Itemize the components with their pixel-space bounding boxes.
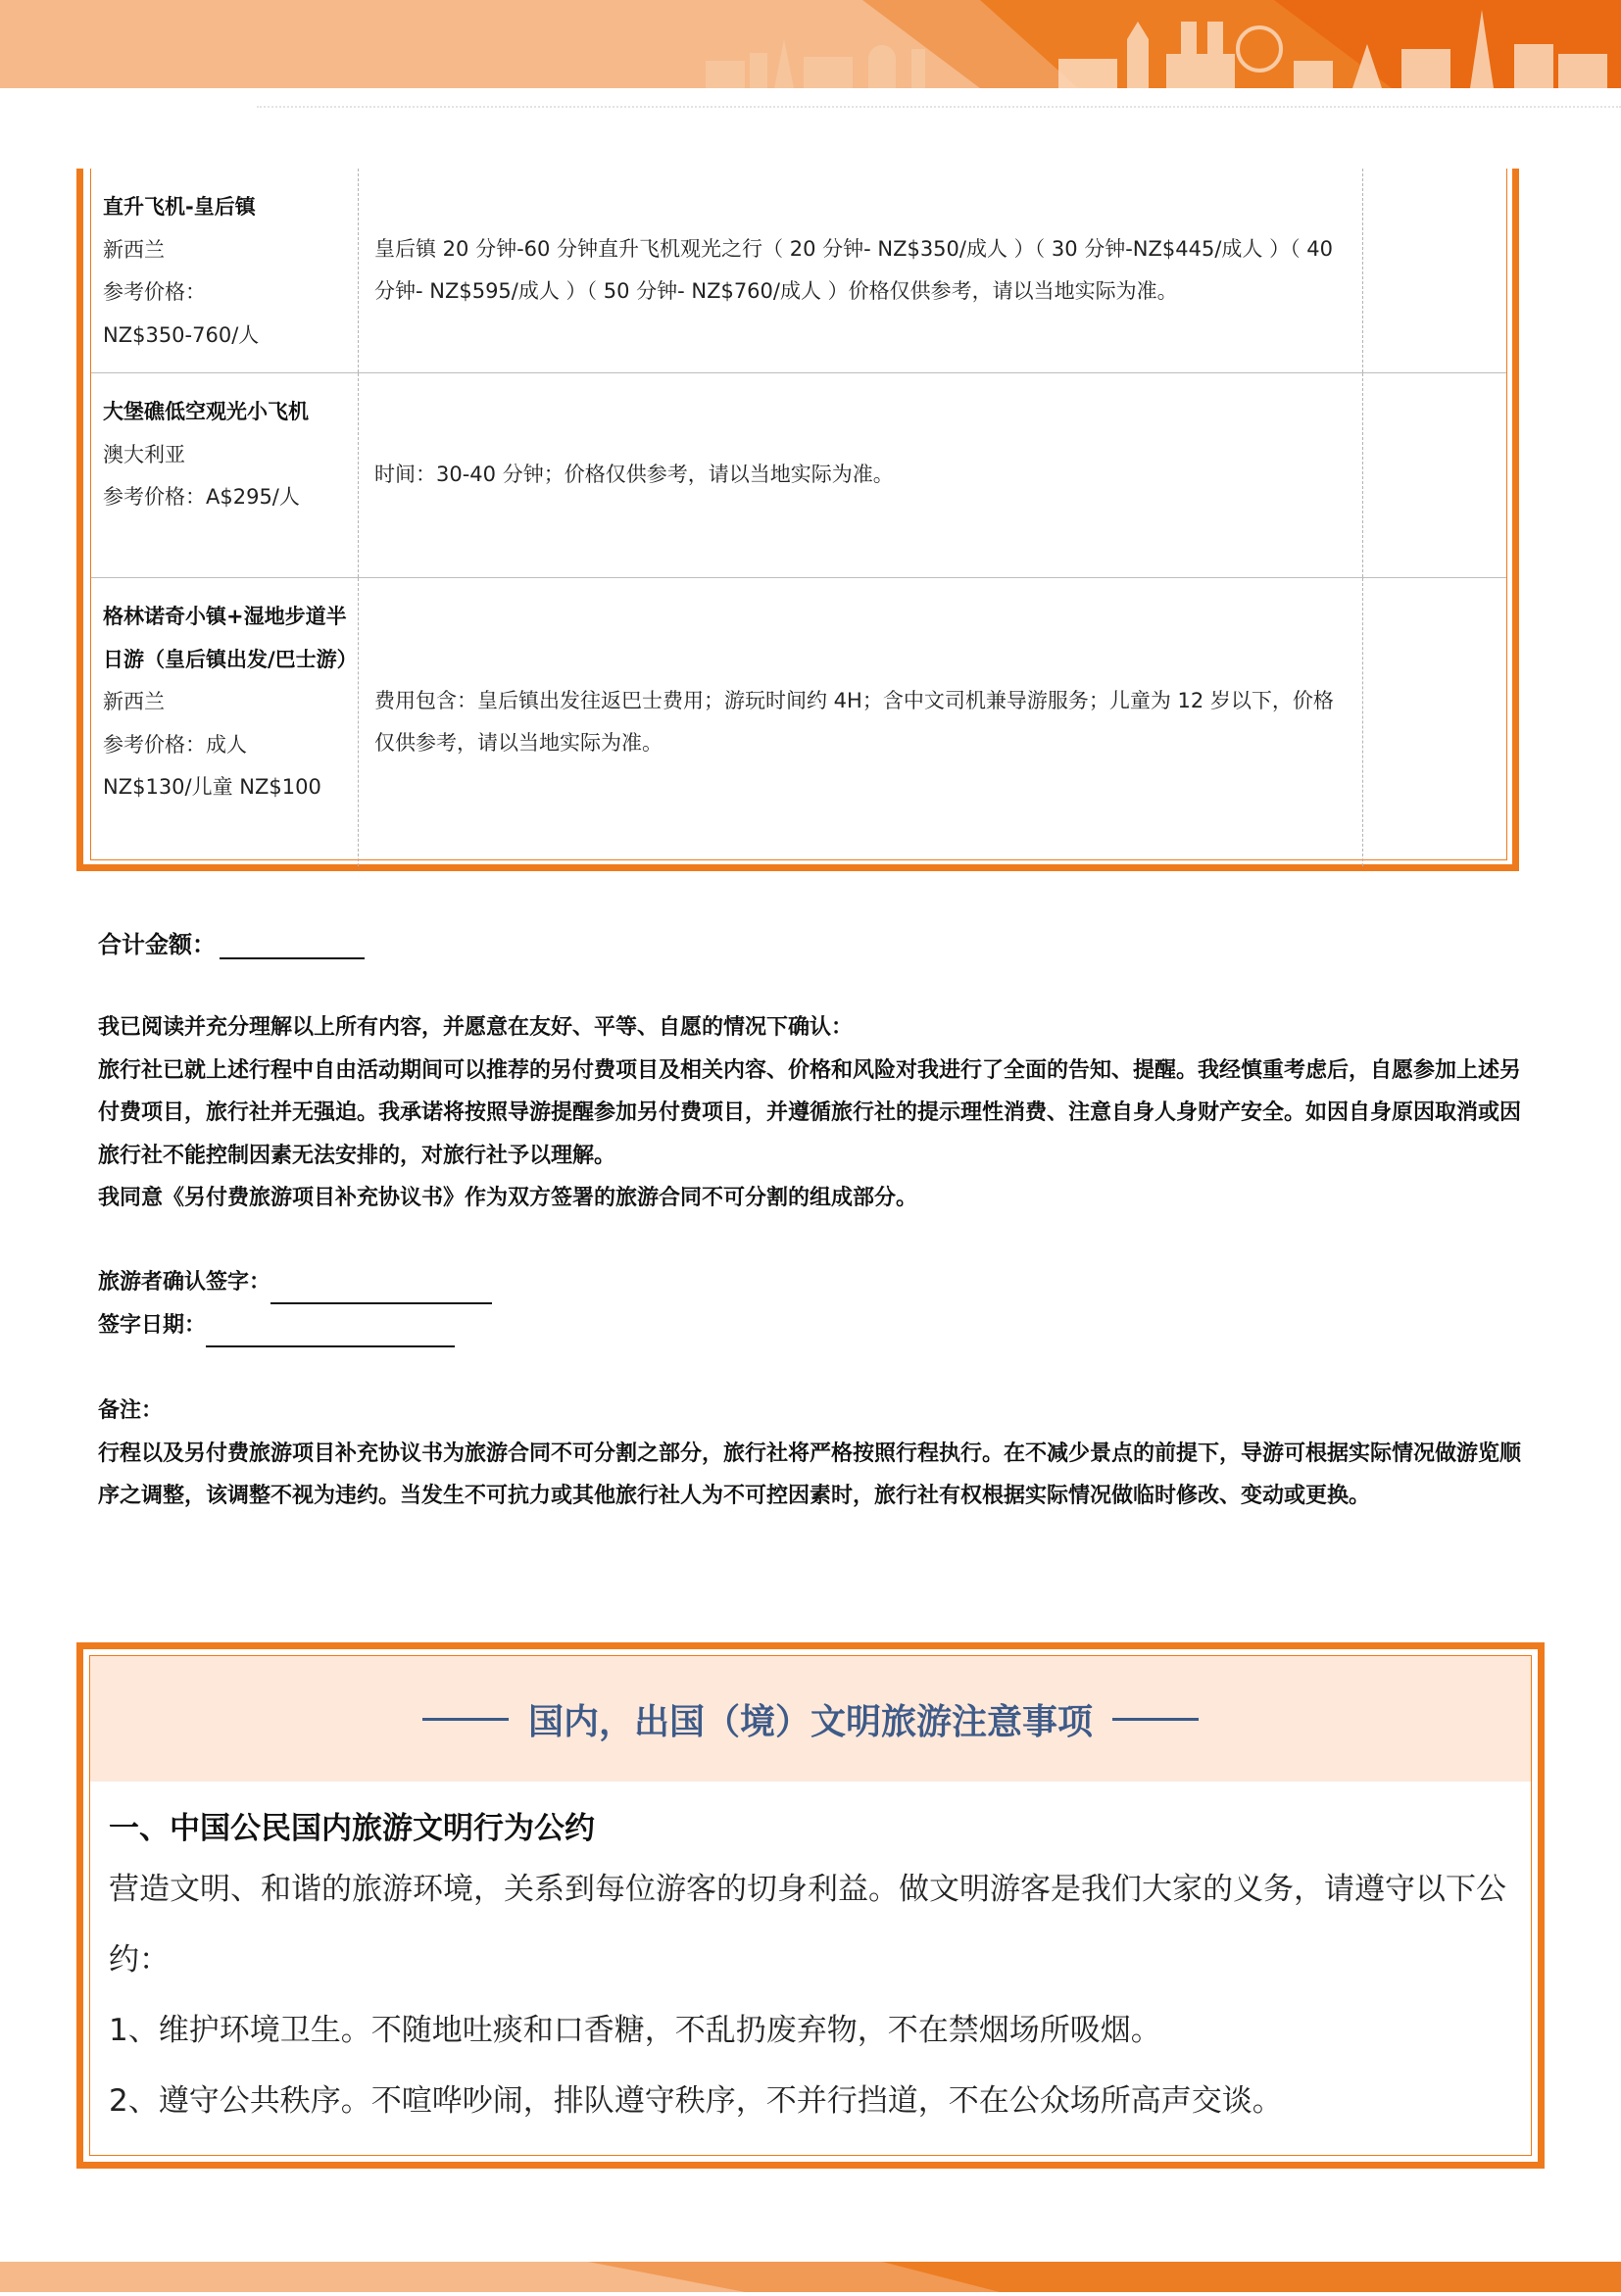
item-country: 新西兰 [103,237,165,262]
item-description-cell [359,578,1363,866]
item-name-cell [91,169,359,372]
page-footer-band [0,2262,1621,2292]
item-country: 新西兰 [103,690,165,713]
item-description: 费用包含：皇后镇出发往返巴士费用；游玩时间约 4H；含中文司机兼导游服务；儿童为 12 岁以下，价格仅供参考，请以当地实际为准。 [374,688,1334,755]
agreement-intro: 我已阅读并充分理解以上所有内容，并愿意在友好、平等、自愿的情况下确认： [98,1015,854,1040]
item-price-label: 参考价格：A$295/人 [103,485,300,509]
convention-rule: 2、遵守公共秩序。不喧哗吵闹，排队遵守秩序，不并行挡道，不在公众场所高声交谈。 [109,2083,1283,2119]
item-description-cell [359,373,1363,577]
date-field [98,1304,455,1347]
item-name: 大堡礁低空观光小飞机 [103,400,309,423]
item-name-cell [91,578,359,866]
item-description-cell [359,169,1363,372]
item-extra-cell [1363,578,1506,866]
table-inner-border [90,169,1507,860]
page-header-band [0,0,1621,88]
table-row [91,373,1506,578]
signature-label: 旅游者确认签字： [98,1270,271,1295]
item-price-value: NZ$130/儿童 NZ$100 [103,775,321,799]
remark-block [98,1390,1529,1518]
table-row [91,169,1506,373]
item-extra-cell [1363,373,1506,577]
title-dash-right [1112,1718,1199,1721]
section-title: 国内，出国（境）文明旅游注意事项 [527,1701,1093,1742]
item-price-label: 参考价格： [103,280,206,304]
agreement-consent: 我同意《另付费旅游项目补充协议书》作为双方签署的旅游合同不可分割的组成部分。 [98,1186,918,1210]
footer-band-graphic [0,2262,1621,2292]
date-label: 签字日期： [98,1313,207,1338]
convention-rule: 1、维护环境卫生。不随地吐痰和口香糖，不乱扔废弃物，不在禁烟场所吸烟。 [109,2013,1161,2048]
title-dash-left [422,1718,509,1721]
convention-intro: 营造文明、和谐的旅游环境，关系到每位游客的切身利益。做文明游客是我们大家的义务，请遵守以下公约： [109,1872,1506,1978]
item-price-label: 参考价格：成人 [103,732,247,757]
remark-label: 备注： [98,1398,164,1423]
subsection-heading: 一、中国公民国内旅游文明行为公约 [109,1811,595,1846]
date-blank[interactable] [206,1318,455,1347]
agreement-statement [98,1006,1529,1220]
total-amount-label: 合计金额： [98,931,216,958]
item-description: 皇后镇 20 分钟-60 分钟直升飞机观光之行（ 20 分钟- NZ$350/成人 ）（ 30 分钟-NZ$445/成人 ）（ 40 分钟- NZ$595/成人 ）（ 50 分钟- NZ$760/成人 ）价格仅供参考，请以当地实际为准。 [374,236,1333,303]
signature-blank[interactable] [270,1275,492,1304]
item-country: 澳大利亚 [103,442,185,466]
total-amount-field [98,925,365,959]
header-divider [257,106,1621,108]
civilized-travel-section [76,1642,1545,2169]
skyline-banner-graphic [0,0,1621,88]
item-name: 格林诺奇小镇+湿地步道半日游（皇后镇出发/巴士游） [103,605,358,671]
item-name: 直升飞机-皇后镇 [103,195,256,219]
table-row [91,578,1506,866]
remark-text: 行程以及另付费旅游项目补充协议书为旅游合同不可分割之部分，旅行社将严格按照行程执行。在不减少景点的前提下，导游可根据实际情况做游览顺序之调整，该调整不视为违约。当发生不可抗力或其他旅行社人为不可控因素时，旅行社有权根据实际情况做临时修改、变动或更换。 [98,1441,1522,1508]
item-name-cell [91,373,359,577]
optional-items-table [76,169,1519,871]
subsection-body [109,1854,1530,2136]
item-extra-cell [1363,169,1506,372]
signature-field [98,1261,492,1304]
agreement-body: 旅行社已就上述行程中自由活动期间可以推荐的另付费项目及相关内容、价格和风险对我进行了全面的告知、提醒。我经慎重考虑后，自愿参加上述另付费项目，旅行社并无强迫。我承诺将按照导游提醒参加另付费项目，并遵循旅行社的提示理性消费、注意自身人身财产安全。如因自身原因取消或因旅行社不能控制因素无法安排的，对旅行社予以理解。 [98,1057,1522,1168]
civilized-travel-inner [89,1655,1532,2156]
item-price-value: NZ$350-760/人 [103,322,260,347]
section-title-row [90,1656,1531,1782]
total-amount-blank[interactable] [220,934,365,959]
item-description: 时间：30-40 分钟；价格仅供参考，请以当地实际为准。 [374,463,894,487]
